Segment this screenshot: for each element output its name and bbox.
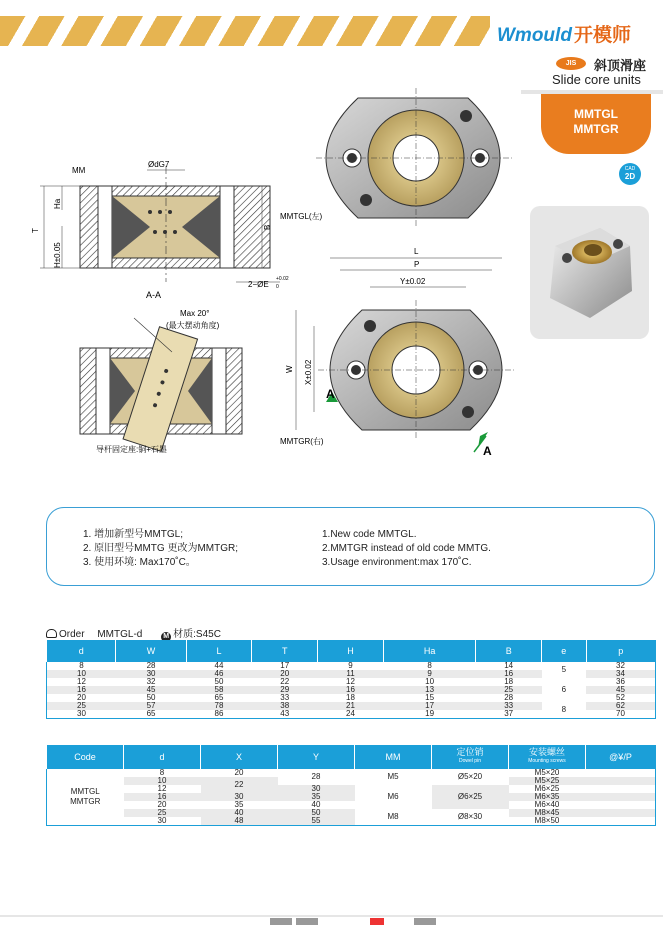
label-ha: Ha: [53, 198, 62, 209]
subtitle-cn: 斜顶滑座: [594, 58, 647, 73]
notes-en: 1.New code MMTGL. 2.MMTGR instead of old code MMTG. 3.Usage environment:max 170˚C.: [322, 529, 491, 568]
table-row: 12 30 M6 Ø6×25 M6×25: [47, 785, 656, 793]
footer-bar: [0, 915, 663, 925]
label-swing: (最大摆动角度): [166, 321, 220, 330]
code-mmtgr: MMTGR: [573, 122, 619, 136]
e-group-cell: 8: [542, 702, 586, 719]
material-label: 材质:S45C: [173, 629, 221, 640]
code-table-header: Code d X Y MM 定位销 Dowel pin 安装螺丝 Mounting screws @¥/P: [47, 746, 656, 769]
phone-icon: [46, 629, 57, 638]
e-group-cell: 6: [542, 678, 586, 702]
order-line: Order MMTGL-d M 材质:S45C: [46, 625, 221, 642]
table-row: 25 57 78 38 21 17 33 8 62: [47, 702, 656, 710]
table-row: 10 22 M5×25: [47, 777, 656, 785]
label-section-a-right: A: [483, 444, 492, 458]
label-e-tol-top: +0.02: [276, 276, 289, 282]
label-p: P: [414, 260, 420, 269]
mmtgr-top-view: [296, 258, 514, 452]
table-row: 8 28 44 17 9 8 14 5 32: [47, 662, 656, 670]
table-row: 10 30 46 20 11 9 16 34: [47, 670, 656, 678]
dimension-table-header: d W L T H Ha B e p: [47, 641, 656, 662]
label-x: X±0.02: [304, 359, 313, 385]
subtitle-en: Slide core units: [552, 72, 641, 87]
label-b: B: [263, 224, 272, 230]
dimension-table: [46, 640, 656, 719]
material-icon: M: [161, 632, 171, 642]
table-row: 12 32 50 22 12 10 18 6 36: [47, 678, 656, 686]
label-mmtgr: MMTGR(右): [280, 437, 324, 446]
label-t: T: [31, 228, 40, 233]
order-code: MMTGL-d: [97, 629, 143, 640]
swing-section-view: [80, 318, 242, 451]
jis-badge: JIS: [556, 57, 586, 70]
table-row: 16 30 35 M6×35: [47, 793, 656, 801]
section-view-aa: [40, 166, 280, 282]
brand-logo: Wmould 开模师: [497, 25, 631, 46]
label-l: L: [414, 247, 419, 256]
label-e-tol-bot: 0: [276, 284, 279, 290]
label-mmtgl: MMTGL(左): [280, 212, 323, 221]
table-row: 16 45 58 29 16 13 25 45: [47, 686, 656, 694]
label-h: H±0.05: [53, 242, 62, 268]
label-aa: A-A: [146, 290, 162, 300]
table-row: 30 48 55 M8×50: [157, 815, 560, 825]
table-row: 20 50 65 33 18 15 28 52: [77, 692, 625, 702]
label-w: W: [285, 365, 294, 373]
label-guide-seat: 导杆固定座:铜+石墨: [96, 445, 167, 454]
label-mm: MM: [72, 166, 86, 175]
code-table: [46, 745, 656, 826]
label-e: 2−ØE: [248, 280, 269, 289]
table-row: MMTGL MMTGR 8 20 28 M5 Ø5×20 M5×20: [47, 769, 656, 777]
table-row: 25 40 50 M8 Ø8×30 M8×45: [47, 809, 656, 817]
mmtgl-top-view: [316, 88, 512, 228]
cad-2d-badge[interactable]: CAD 2D: [619, 163, 641, 185]
code-cell: MMTGL MMTGR: [47, 769, 124, 826]
label-max-angle: Max 20°: [180, 309, 210, 318]
notes-cn: 1. 增加新型号MMTGL; 2. 原旧型号MMTG 更改为MMTGR; 3. 使用环境: Max170˚C。: [83, 529, 238, 568]
label-section-a-left: A: [326, 387, 335, 401]
notes-box: [46, 507, 655, 586]
label-dg7: ØdG7: [148, 160, 170, 169]
e-group-cell: 5: [542, 662, 586, 678]
code-mmtgl: MMTGL: [574, 107, 618, 121]
table-row: 20 35 40 M6×40: [157, 799, 560, 809]
table-row: 30 65 86 43 24 19 37 70: [77, 708, 625, 718]
label-y: Y±0.02: [400, 277, 426, 286]
